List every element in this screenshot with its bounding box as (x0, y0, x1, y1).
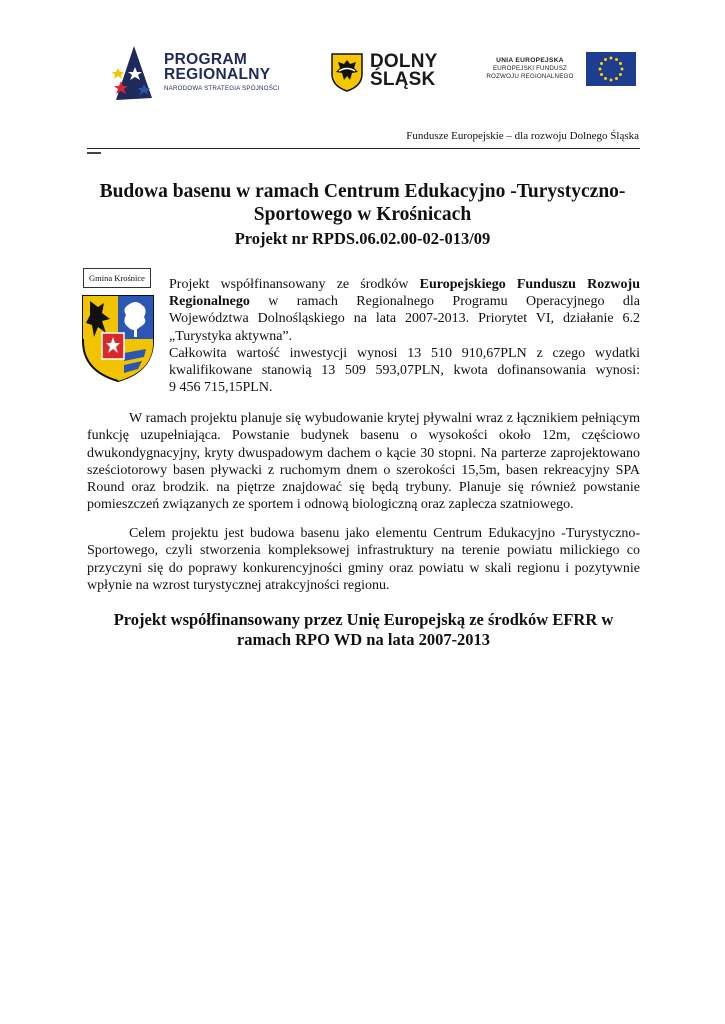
unia-europejska-logo (480, 52, 640, 92)
header-divider (87, 148, 640, 149)
paragraph2-line3: przyczyni się do poprawy konkurencyjności gminy oraz powiatu w skali regionu i pozytywnie (87, 560, 640, 576)
paragraph1-line2: funkcję uzupełniająca. Powstanie budynek basenu o wysokości około 12m, częściowo (87, 428, 640, 444)
paragraph2-line1: Celem projektu jest budowa basenu jako elementu Centrum Edukacyjno -Turystyczno- (129, 526, 640, 541)
title-line1: Budowa basenu w ramach Centrum Edukacyjno -Turystyczno- (99, 181, 626, 202)
gmina-label: Gmina Krośnice (83, 268, 151, 288)
ue-logo-line1: UNIA EUROPEJSKA (496, 57, 564, 64)
dolny-slask-eagle-icon (330, 52, 364, 92)
funding-line5: Całkowita wartość inwestycji wynosi 13 510 910,67PLN z czego wydatki (169, 345, 640, 361)
paragraph2-line4: wpłynie na wzrost turystycznej atrakcyjności regionu. (87, 577, 390, 593)
dolny-slask-line2: ŚLĄSK (370, 69, 436, 90)
paragraph1-line6: pomieszczeń związanych ze sportem i odnową biologiczną oraz zaplecza szatniowego. (87, 497, 574, 513)
funding-line1 (169, 276, 640, 293)
closing-statement (87, 610, 640, 650)
project-description (87, 410, 640, 514)
title-line2: Sportowego w Krośnicach (253, 204, 472, 225)
paragraph1-line5: Round oraz brodzik. na piętrze znajdować się będą trybuny. Planuje się również powstanie (87, 480, 640, 496)
program-logo-line2: REGIONALNY (164, 66, 271, 83)
ue-logo-line2: EUROPEJSKI FUNDUSZ (492, 65, 568, 72)
dolny-slask-line1: DOLNY (370, 51, 438, 72)
funding-info (169, 276, 640, 396)
funding-line1-text: Projekt współfinansowany ze środków (169, 277, 420, 292)
gmina-krosnice-crest-icon (80, 293, 156, 383)
funding-line7: 9 456 715,15PLN. (169, 380, 273, 396)
paragraph1-line4: sześciotorowy basen pływacki z ruchomym dnem o szerokości 15,5m, basen rekreacyjny SPA (87, 462, 640, 478)
header-tagline: Fundusze Europejskie – dla rozwoju Dolnego Śląska (406, 130, 639, 142)
program-regionalny-star-icon (112, 42, 160, 102)
dolny-slask-logo (330, 52, 450, 96)
funding-line4: „Turystyka aktywna”. (169, 328, 293, 344)
paragraph1-line1: W ramach projektu planuje się wybudowanie krytej pływalni wraz z łącznikiem pełniącym (129, 411, 640, 426)
paragraph2-line2: Sportowego, czyli stworzenia kompleksowej infrastruktury na terenie powiatu milickiego co (87, 543, 640, 559)
closing-line2: ramach RPO WD na lata 2007-2013 (236, 630, 491, 649)
project-number: Projekt nr RPDS.06.02.00-02-013/09 (234, 229, 491, 248)
document-title (80, 180, 645, 250)
funding-fund-name: Europejskiego Funduszu Rozwoju (419, 277, 640, 292)
program-logo-line1: PROGRAM (164, 51, 248, 68)
project-goal (87, 525, 640, 594)
funding-line3: Województwa Dolnośląskiego na lata 2007-2013. Priorytet VI, działanie 6.2 (169, 311, 640, 327)
program-regionalny-logo (112, 42, 302, 102)
paragraph1-line3: dwukondygnacyjny, kryty dwuspadowym dachem o kącie 30 stopni. Na parterze zaprojektowano (87, 445, 640, 461)
funding-line2-text: w ramach Regionalnego Programu Operacyjnego dla (249, 294, 640, 310)
divider-mark (87, 152, 101, 154)
funding-line6: kwalifikowane stanowią 13 509 593,07PLN, kwota dofinansowania wynosi: (169, 363, 640, 379)
closing-line1: Projekt współfinansowany przez Unię Europejską ze środków EFRR w (113, 610, 614, 629)
eu-flag-icon (586, 52, 636, 86)
program-logo-subtitle: NARODOWA STRATEGIA SPÓJNOŚCI (164, 85, 280, 92)
funding-fund-name-cont: Regionalnego (169, 294, 250, 310)
ue-logo-line3: ROZWOJU REGIONALNEGO (486, 73, 574, 80)
funding-line2 (169, 293, 640, 310)
